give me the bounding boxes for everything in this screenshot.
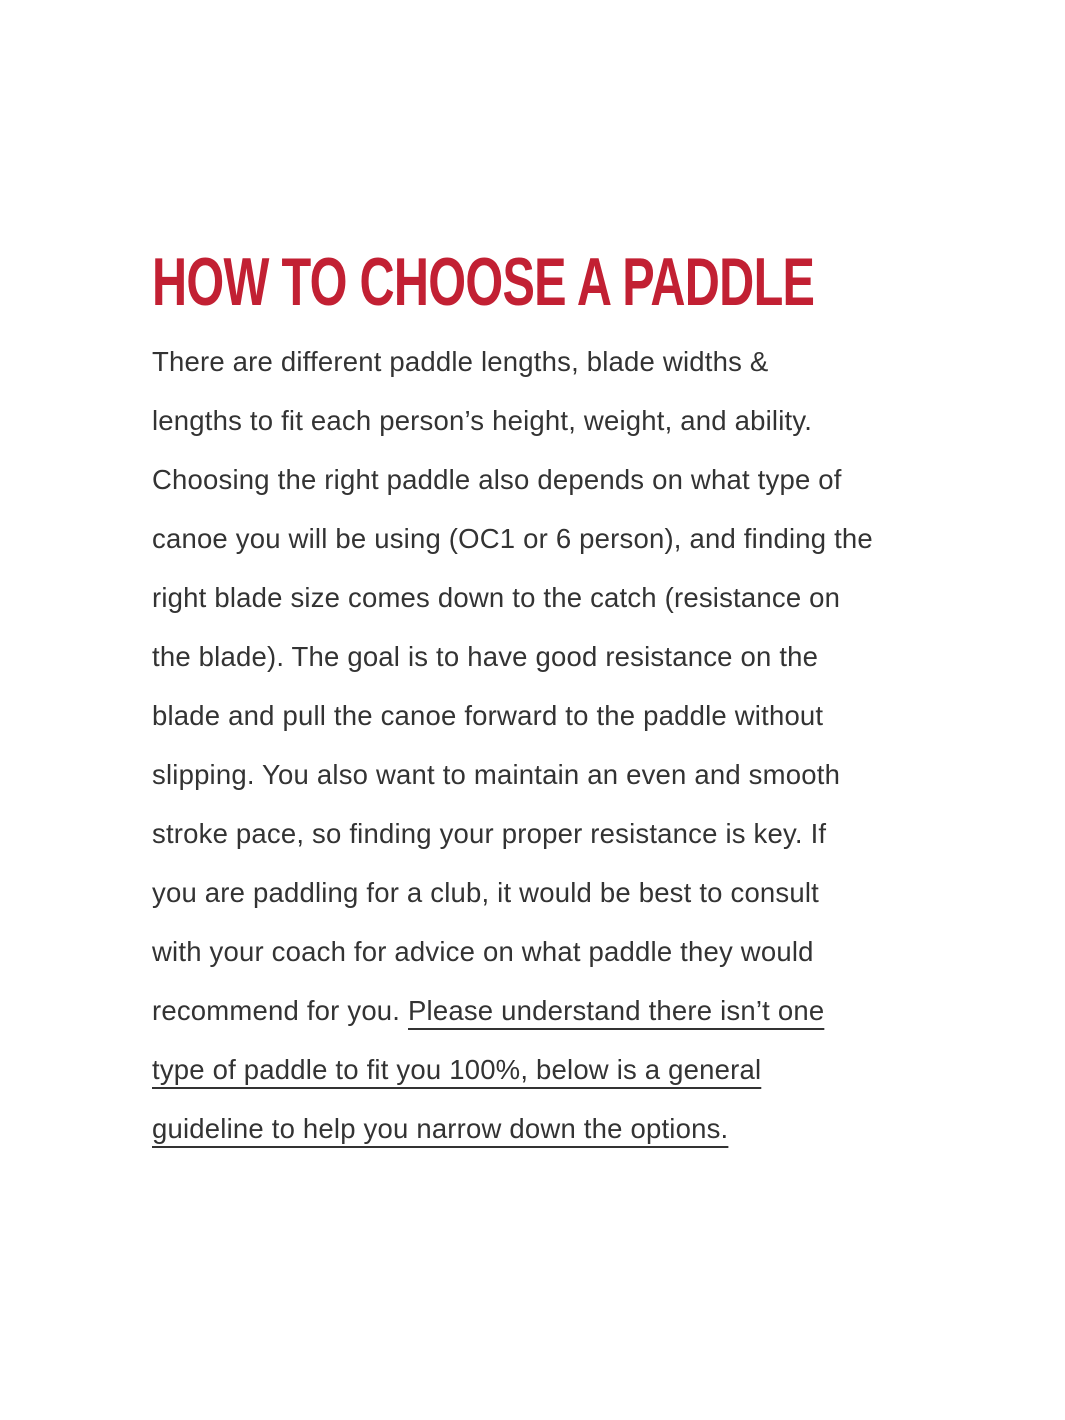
line-text: you are paddling for a club, it would be best to consult: [152, 877, 820, 908]
line-text: right blade size comes down to the catch (resistance on: [152, 582, 841, 613]
line-text: with your coach for advice on what paddle they would: [152, 936, 814, 967]
line-text: recommend for you.: [152, 995, 408, 1026]
paragraph-line: [152, 745, 942, 804]
line-underlined-text: Please understand there isn’t one: [408, 995, 825, 1026]
line-underlined-text: guideline to help you narrow down the options.: [152, 1113, 729, 1144]
line-text: the blade). The goal is to have good resistance on the: [152, 641, 819, 672]
paragraph-line: [152, 509, 942, 568]
paragraph-line: [152, 804, 942, 863]
paragraph-line: [152, 981, 942, 1040]
paragraph-line: [152, 863, 942, 922]
line-text: lengths to fit each person’s height, weight, and ability.: [152, 405, 813, 436]
paragraph-line: [152, 568, 942, 627]
paragraph-line: [152, 1040, 942, 1099]
paragraph-line: [152, 686, 942, 745]
paragraph-line: [152, 922, 942, 981]
paragraph-line: [152, 1099, 942, 1158]
line-text: blade and pull the canoe forward to the paddle without: [152, 700, 824, 731]
line-underlined-text: type of paddle to fit you 100%, below is a general: [152, 1054, 762, 1085]
line-text: slipping. You also want to maintain an even and smooth: [152, 759, 841, 790]
paragraph-line: [152, 332, 942, 391]
line-text: canoe you will be using (OC1 or 6 person), and finding the: [152, 523, 873, 554]
line-text: Choosing the right paddle also depends on what type of: [152, 464, 842, 495]
paragraph-line: [152, 391, 942, 450]
page-title: HOW TO CHOOSE A PADDLE: [152, 244, 815, 320]
line-text: There are different paddle lengths, blade widths &: [152, 346, 769, 377]
paragraph-line: [152, 450, 942, 509]
paragraph-line: [152, 627, 942, 686]
line-text: stroke pace, so finding your proper resistance is key. If: [152, 818, 827, 849]
paragraph: [152, 332, 942, 1158]
